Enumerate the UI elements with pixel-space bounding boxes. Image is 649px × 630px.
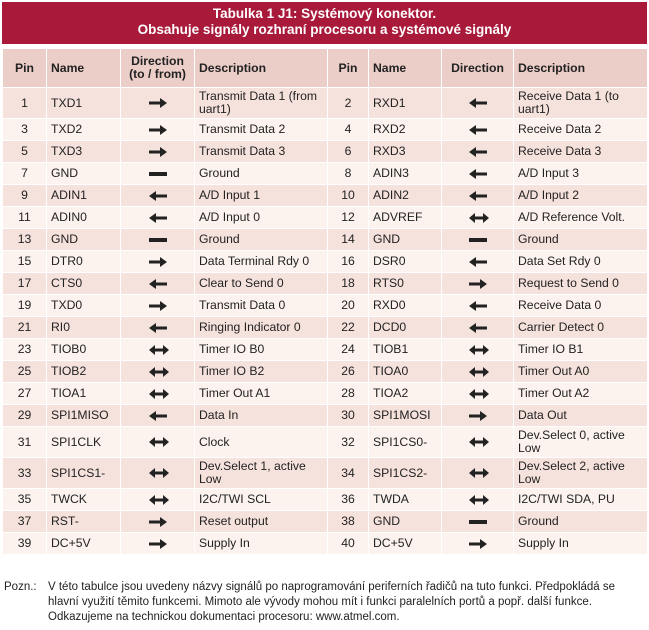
- name-cell: GND: [47, 229, 121, 251]
- pin-cell: 2: [328, 88, 369, 119]
- pin-cell: 6: [328, 141, 369, 163]
- table-row: [3, 251, 648, 273]
- description-cell: Transmit Data 2: [195, 119, 328, 141]
- dash-icon: [149, 169, 167, 179]
- pin-cell: 19: [3, 295, 47, 317]
- description-cell: Ground: [195, 229, 328, 251]
- arrow-left-icon: [149, 191, 167, 201]
- name-cell: TIOA1: [47, 383, 121, 405]
- description-cell: Ground: [514, 229, 648, 251]
- description-cell: Supply In: [514, 533, 648, 555]
- description-cell: Receive Data 3: [514, 141, 648, 163]
- name-cell: TXD1: [47, 88, 121, 119]
- table-row: [3, 427, 648, 458]
- direction-cell: [121, 489, 195, 511]
- arrow-both-icon: [149, 389, 167, 399]
- arrow-right-icon: [469, 279, 487, 289]
- name-cell: TXD2: [47, 119, 121, 141]
- table-row: [3, 458, 648, 489]
- description-cell: Data In: [195, 405, 328, 427]
- description-cell: Clear to Send 0: [195, 273, 328, 295]
- dash-icon: [149, 235, 167, 245]
- footnote-label: Pozn.:: [4, 581, 37, 593]
- pin-cell: 22: [328, 317, 369, 339]
- table-row: [3, 405, 648, 427]
- name-cell: GND: [369, 511, 442, 533]
- header-pin: Pin: [3, 49, 47, 88]
- direction-cell: [121, 273, 195, 295]
- description-cell: I2C/TWI SDA, PU: [514, 489, 648, 511]
- direction-cell: [121, 458, 195, 489]
- pin-cell: 10: [328, 185, 369, 207]
- arrow-both-icon: [149, 495, 167, 505]
- direction-cell: [442, 405, 514, 427]
- name-cell: DCD0: [369, 317, 442, 339]
- arrow-left-icon: [149, 279, 167, 289]
- description-cell: A/D Input 1: [195, 185, 328, 207]
- name-cell: ADIN3: [369, 163, 442, 185]
- description-cell: A/D Input 0: [195, 207, 328, 229]
- name-cell: ADIN0: [47, 207, 121, 229]
- direction-cell: [121, 229, 195, 251]
- direction-cell: [442, 273, 514, 295]
- table-row: [3, 207, 648, 229]
- table-row: [3, 163, 648, 185]
- name-cell: SPI1CLK: [47, 427, 121, 458]
- table-row: [3, 361, 648, 383]
- description-cell: Receive Data 1 (to uart1): [514, 88, 648, 119]
- arrow-left-icon: [469, 147, 487, 157]
- description-cell: Supply In: [195, 533, 328, 555]
- name-cell: RI0: [47, 317, 121, 339]
- arrow-both-icon: [469, 367, 487, 377]
- pin-cell: 21: [3, 317, 47, 339]
- pin-cell: 11: [3, 207, 47, 229]
- name-cell: RXD0: [369, 295, 442, 317]
- arrow-right-icon: [149, 147, 167, 157]
- direction-cell: [442, 251, 514, 273]
- description-cell: Timer IO B1: [514, 339, 648, 361]
- pin-cell: 26: [328, 361, 369, 383]
- arrow-both-icon: [469, 389, 487, 399]
- name-cell: SPI1MISO: [47, 405, 121, 427]
- pin-cell: 32: [328, 427, 369, 458]
- name-cell: TIOA2: [369, 383, 442, 405]
- title-line-1: Tabulka 1 J1: Systémový konektor.: [212, 6, 437, 21]
- arrow-both-icon: [149, 437, 167, 447]
- direction-cell: [442, 511, 514, 533]
- header-direction-2: Direction: [442, 49, 514, 88]
- description-cell: Timer Out A0: [514, 361, 648, 383]
- arrow-right-icon: [149, 539, 167, 549]
- pin-cell: 27: [3, 383, 47, 405]
- table-row: [3, 383, 648, 405]
- pin-cell: 20: [328, 295, 369, 317]
- description-cell: Request to Send 0: [514, 273, 648, 295]
- name-cell: DTR0: [47, 251, 121, 273]
- direction-cell: [121, 295, 195, 317]
- description-cell: Ground: [514, 511, 648, 533]
- direction-cell: [442, 533, 514, 555]
- pin-cell: 8: [328, 163, 369, 185]
- description-cell: Transmit Data 0: [195, 295, 328, 317]
- direction-cell: [121, 511, 195, 533]
- name-cell: CTS0: [47, 273, 121, 295]
- dash-icon: [469, 517, 487, 527]
- description-cell: Dev.Select 2, active Low: [514, 458, 648, 489]
- direction-cell: [442, 427, 514, 458]
- arrow-left-icon: [469, 191, 487, 201]
- arrow-left-icon: [469, 169, 487, 179]
- description-cell: A/D Reference Volt.: [514, 207, 648, 229]
- arrow-both-icon: [149, 345, 167, 355]
- direction-cell: [442, 163, 514, 185]
- direction-cell: [121, 361, 195, 383]
- description-cell: Dev.Select 1, active Low: [195, 458, 328, 489]
- direction-cell: [442, 229, 514, 251]
- description-cell: A/D Input 3: [514, 163, 648, 185]
- name-cell: ADIN1: [47, 185, 121, 207]
- pin-cell: 37: [3, 511, 47, 533]
- pin-cell: 12: [328, 207, 369, 229]
- header-description-2: Description: [514, 49, 648, 88]
- description-cell: Transmit Data 1 (from uart1): [195, 88, 328, 119]
- header-description: Description: [195, 49, 328, 88]
- table-row: [3, 533, 648, 555]
- arrow-left-icon: [149, 213, 167, 223]
- name-cell: RXD2: [369, 119, 442, 141]
- description-cell: Reset output: [195, 511, 328, 533]
- description-cell: Timer Out A1: [195, 383, 328, 405]
- pin-cell: 3: [3, 119, 47, 141]
- name-cell: TIOB0: [47, 339, 121, 361]
- table-row: [3, 141, 648, 163]
- table-row: [3, 295, 648, 317]
- arrow-both-icon: [149, 468, 167, 478]
- connector-table: [2, 48, 648, 555]
- direction-cell: [121, 163, 195, 185]
- arrow-right-icon: [149, 98, 167, 108]
- title-line-2: Obsahuje signály rozhraní procesoru a systémové signály: [137, 22, 512, 37]
- name-cell: SPI1CS1-: [47, 458, 121, 489]
- direction-cell: [442, 489, 514, 511]
- description-cell: Timer Out A2: [514, 383, 648, 405]
- arrow-left-icon: [469, 257, 487, 267]
- header-name: Name: [47, 49, 121, 88]
- name-cell: SPI1MOSI: [369, 405, 442, 427]
- table-row: [3, 88, 648, 119]
- table-title: [2, 2, 647, 44]
- direction-cell: [121, 533, 195, 555]
- name-cell: ADIN2: [369, 185, 442, 207]
- footnote: [4, 580, 645, 625]
- direction-cell: [121, 251, 195, 273]
- name-cell: RTS0: [369, 273, 442, 295]
- pin-cell: 7: [3, 163, 47, 185]
- table-row: [3, 185, 648, 207]
- direction-cell: [442, 458, 514, 489]
- arrow-left-icon: [469, 98, 487, 108]
- direction-cell: [121, 88, 195, 119]
- table-row: [3, 229, 648, 251]
- pin-cell: 34: [328, 458, 369, 489]
- arrow-both-icon: [469, 495, 487, 505]
- pin-cell: 5: [3, 141, 47, 163]
- arrow-right-icon: [469, 539, 487, 549]
- table-row: [3, 273, 648, 295]
- table-row: [3, 489, 648, 511]
- arrow-right-icon: [149, 301, 167, 311]
- description-cell: Data Set Rdy 0: [514, 251, 648, 273]
- pin-cell: 14: [328, 229, 369, 251]
- dash-icon: [469, 235, 487, 245]
- name-cell: ADVREF: [369, 207, 442, 229]
- header-name-2: Name: [369, 49, 442, 88]
- name-cell: TWCK: [47, 489, 121, 511]
- pin-cell: 28: [328, 383, 369, 405]
- name-cell: GND: [369, 229, 442, 251]
- direction-cell: [442, 88, 514, 119]
- description-cell: Timer IO B0: [195, 339, 328, 361]
- direction-cell: [121, 141, 195, 163]
- direction-cell: [442, 119, 514, 141]
- name-cell: TWDA: [369, 489, 442, 511]
- description-cell: Carrier Detect 0: [514, 317, 648, 339]
- direction-cell: [121, 383, 195, 405]
- direction-cell: [442, 141, 514, 163]
- footnote-text: V této tabulce jsou uvedeny názvy signálů po naprogramování periferních řadičů na tuto funkci. Předpokládá se hlavní využití těmito funkcemi. Mimoto ale vývody mohou mít i funkci paralelních portů a popř. další funkce. Odkazujeme na technickou dokumentaci procesoru: www.atmel.com.: [48, 581, 616, 623]
- description-cell: Receive Data 0: [514, 295, 648, 317]
- description-cell: Transmit Data 3: [195, 141, 328, 163]
- pin-cell: 31: [3, 427, 47, 458]
- description-cell: Data Terminal Rdy 0: [195, 251, 328, 273]
- arrow-both-icon: [149, 367, 167, 377]
- pin-cell: 30: [328, 405, 369, 427]
- direction-cell: [442, 383, 514, 405]
- table-row: [3, 119, 648, 141]
- direction-cell: [121, 185, 195, 207]
- arrow-right-icon: [469, 411, 487, 421]
- direction-cell: [121, 427, 195, 458]
- direction-cell: [442, 207, 514, 229]
- direction-cell: [121, 207, 195, 229]
- arrow-right-icon: [149, 257, 167, 267]
- direction-cell: [442, 361, 514, 383]
- table-row: [3, 511, 648, 533]
- table-row: [3, 317, 648, 339]
- pin-cell: 13: [3, 229, 47, 251]
- arrow-left-icon: [469, 323, 487, 333]
- description-cell: Ringing Indicator 0: [195, 317, 328, 339]
- name-cell: DSR0: [369, 251, 442, 273]
- name-cell: RXD1: [369, 88, 442, 119]
- name-cell: SPI1CS2-: [369, 458, 442, 489]
- name-cell: TXD0: [47, 295, 121, 317]
- pin-cell: 29: [3, 405, 47, 427]
- pin-cell: 16: [328, 251, 369, 273]
- description-cell: Timer IO B2: [195, 361, 328, 383]
- pin-cell: 18: [328, 273, 369, 295]
- arrow-right-icon: [149, 125, 167, 135]
- description-cell: Ground: [195, 163, 328, 185]
- arrow-left-icon: [469, 301, 487, 311]
- pin-cell: 4: [328, 119, 369, 141]
- description-cell: Clock: [195, 427, 328, 458]
- pin-cell: 33: [3, 458, 47, 489]
- direction-cell: [442, 295, 514, 317]
- direction-cell: [121, 405, 195, 427]
- name-cell: GND: [47, 163, 121, 185]
- arrow-left-icon: [469, 125, 487, 135]
- direction-cell: [442, 185, 514, 207]
- name-cell: SPI1CS0-: [369, 427, 442, 458]
- pin-cell: 39: [3, 533, 47, 555]
- direction-cell: [442, 317, 514, 339]
- description-cell: I2C/TWI SCL: [195, 489, 328, 511]
- arrow-both-icon: [469, 213, 487, 223]
- name-cell: TXD3: [47, 141, 121, 163]
- name-cell: TIOB2: [47, 361, 121, 383]
- pin-cell: 9: [3, 185, 47, 207]
- header-direction: Direction (to / from): [121, 49, 195, 88]
- arrow-both-icon: [469, 437, 487, 447]
- pin-cell: 40: [328, 533, 369, 555]
- arrow-left-icon: [149, 411, 167, 421]
- pin-cell: 15: [3, 251, 47, 273]
- name-cell: RST-: [47, 511, 121, 533]
- description-cell: Receive Data 2: [514, 119, 648, 141]
- table-row: [3, 339, 648, 361]
- pin-cell: 35: [3, 489, 47, 511]
- description-cell: Data Out: [514, 405, 648, 427]
- pin-cell: 24: [328, 339, 369, 361]
- pin-cell: 25: [3, 361, 47, 383]
- name-cell: TIOB1: [369, 339, 442, 361]
- description-cell: A/D Input 2: [514, 185, 648, 207]
- description-cell: Dev.Select 0, active Low: [514, 427, 648, 458]
- direction-cell: [121, 317, 195, 339]
- name-cell: DC+5V: [47, 533, 121, 555]
- header-row: [3, 49, 648, 88]
- name-cell: DC+5V: [369, 533, 442, 555]
- pin-cell: 23: [3, 339, 47, 361]
- arrow-both-icon: [469, 468, 487, 478]
- name-cell: RXD3: [369, 141, 442, 163]
- direction-cell: [442, 339, 514, 361]
- arrow-right-icon: [149, 517, 167, 527]
- name-cell: TIOA0: [369, 361, 442, 383]
- arrow-both-icon: [469, 345, 487, 355]
- header-pin-2: Pin: [328, 49, 369, 88]
- pin-cell: 17: [3, 273, 47, 295]
- direction-cell: [121, 119, 195, 141]
- pin-cell: 36: [328, 489, 369, 511]
- arrow-left-icon: [149, 323, 167, 333]
- pin-cell: 1: [3, 88, 47, 119]
- pin-cell: 38: [328, 511, 369, 533]
- direction-cell: [121, 339, 195, 361]
